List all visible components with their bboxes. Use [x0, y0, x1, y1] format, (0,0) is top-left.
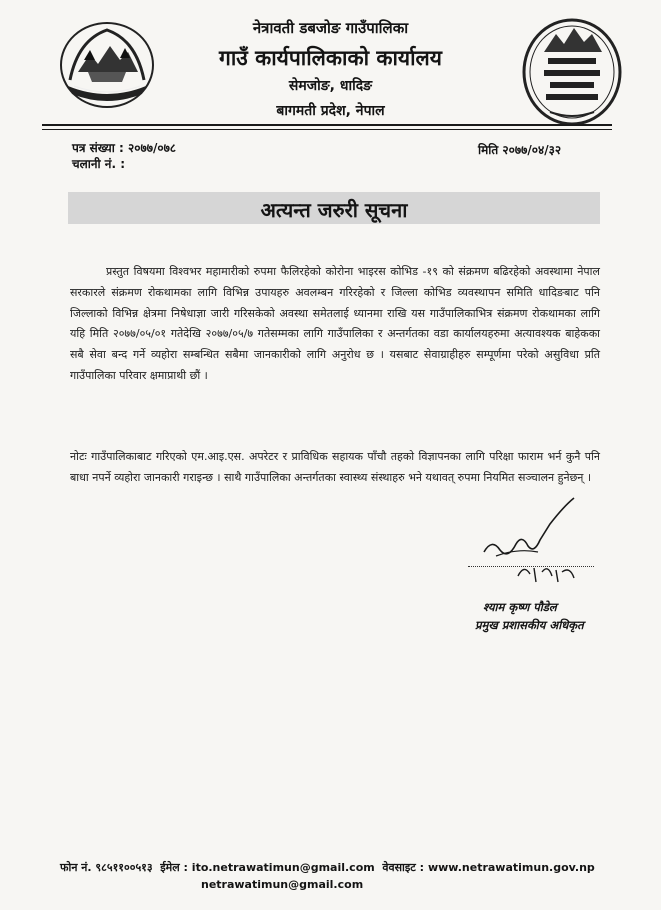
email-label: ईमेल : [160, 861, 188, 874]
signature-line [468, 566, 594, 567]
footer-email-secondary: netrawatimun@gmail.com [201, 878, 364, 891]
notice-paragraph-main: प्रस्तुत विषयमा विश्वभर महामारीको रुपमा फैलिरहेको कोरोना भाइरस कोभिड -१९ को संक्रमण बढिरहेको अवस्थामा नेपाल सरकारले संक्रमण रोकथामका लागि विभिन्न उपायहरु अवलम्बन गरिरहेको र जिल्ला कोभिड व्यवस्थापन समिति धादिङबाट पनि जिल्लाको विभिन्न क्षेत्रमा निषेधाज्ञा जारी गरिसकेको अवस्था समेतलाई ध्यानमा राखि यस गाउँपालिकाभित्र संक्रमण रोकथामका लागि यहि मिति २०७७/०५/०१ गतेदेखि २०७७/०५/७ गतेसम्मका लागि गाउँपालिका र अन्तर्गतका वडा कार्यालयहरुमा अत्यावश्यक बाहेकका सबै सेवा बन्द गर्ने व्यहोरा सम्बन्धित सबैमा जानकारीको लागि अनुरोध छ । यसबाट सेवाग्राहीहरु सम्पूर्णमा परेको असुविधा प्रति गाउँपालिका परिवार क्षमाप्राथी छौं । [70, 265, 600, 382]
dispatch-number: चलानी नं. : [72, 157, 126, 171]
province-name: बागमती प्रदेश, नेपाल [276, 103, 385, 119]
notice-title: अत्यन्त जरुरी सूचना [260, 198, 408, 222]
municipality-name: नेत्रावती डबजोङ गाउँपालिका [252, 19, 409, 37]
letter-number-label: पत्र संख्या [72, 141, 115, 155]
office-name: गाउँ कार्यपालिकाको कार्यालय [219, 46, 442, 70]
footer-contact [60, 860, 595, 875]
header-divider [42, 124, 612, 126]
letter-number: पत्र संख्या : २०७७/०७८ [72, 141, 177, 155]
signatory-title: प्रमुख प्रशासकीय अधिकृत [475, 618, 584, 632]
dispatch-number-label: चलानी नं. [72, 157, 117, 171]
phone-label: फोन नं. [60, 861, 92, 874]
signatory-name: श्याम कृष्ण पौडेल [483, 600, 557, 614]
office-location: सेमजोङ, धादिङ [288, 78, 373, 94]
handwritten-signature [478, 494, 588, 590]
website-url: www.netrawatimun.gov.np [427, 861, 595, 874]
header-divider-thin [42, 129, 612, 130]
issue-date-value: २०७७/०४/३२ [502, 143, 562, 157]
email-address: ito.netrawatimun@gmail.com [191, 861, 375, 874]
letter-number-value: २०७७/०७८ [127, 141, 177, 155]
website-label: वेवसाइट : [382, 861, 425, 874]
notice-paragraph-note: नोटः गाउँपालिकाबाट गरिएको एम.आइ.एस. अपरेटर र प्राविधिक सहायक पाँचौ तहको विज्ञापनका लागि परिक्षा फाराम भर्न कुनै पनि बाधा नपर्ने व्यहोरा जानकारी गराइन्छ । साथै गाउँपालिका अन्तर्गतका स्वास्थ्य संस्थाहरु भने यथावत् रुपमा नियमित सञ्चालन हुनेछन् । [70, 450, 600, 484]
issue-date-label: मिति [478, 143, 499, 157]
issue-date [478, 141, 561, 158]
phone-number: ९८५११००५१३ [95, 861, 153, 874]
